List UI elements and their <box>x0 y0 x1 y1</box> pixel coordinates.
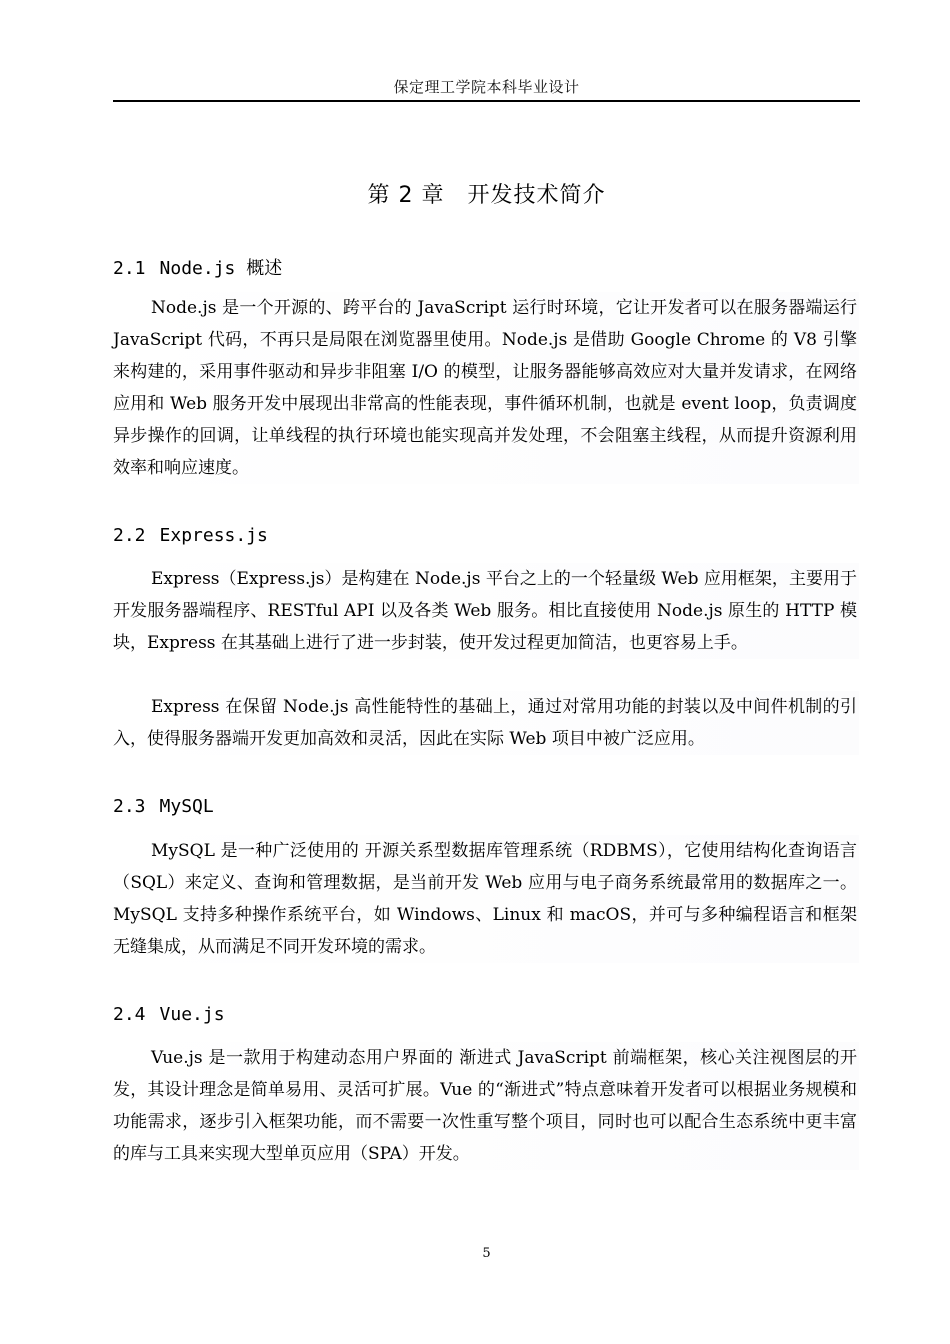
paragraph: Express 在保留 Node.js 高性能特性的基础上，通过对常用功能的封装以及中间件机制的引入，使得服务器端开发更加高效和灵活，因此在实际 Web 项目中被广泛应用。 <box>113 691 859 755</box>
page-number: 5 <box>482 1246 491 1261</box>
section-heading-2-4 <box>113 1004 225 1025</box>
paragraph: Node.js 是一个开源的、跨平台的 JavaScript 运行时环境，它让开发者可以在服务器端运行 JavaScript 代码，不再只是局限在浏览器里使用。Node.js 是借助 Google Chrome 的 V8 引擎来构建的，采用事件驱动和异步非阻塞 I/O 的模型，让服务器能够高效应对大量并发请求，在网络应用和 Web 服务开发中展现出非常高的性能表现，事件循环机制，也就是 event loop，负责调度异步操作的回调，让单线程的执行环境也能实现高并发处理，不会阻塞主线程，从而提升资源利用效率和响应速度。 <box>113 292 859 484</box>
running-header: 保定理工学院本科毕业设计 <box>393 78 580 96</box>
section-title: Node.js 概述 <box>159 258 283 279</box>
header-rule <box>113 100 860 102</box>
section-title: MySQL <box>159 796 214 817</box>
section-title: Vue.js <box>159 1004 225 1025</box>
section-number: 2.4 <box>113 1004 146 1025</box>
paragraph: Vue.js 是一款用于构建动态用户界面的 渐进式 JavaScript 前端框架，核心关注视图层的开发，其设计理念是简单易用、灵活可扩展。Vue 的“渐进式”特点意味着开发者可以根据业务规模和功能需求，逐步引入框架功能，而不需要一次性重写整个项目，同时也可以配合生态系统中更丰富的库与工具来实现大型单页应用（SPA）开发。 <box>113 1042 859 1170</box>
section-heading-2-2 <box>113 525 268 546</box>
section-heading-2-1 <box>113 254 282 280</box>
section-number: 2.1 <box>113 258 146 279</box>
section-number: 2.2 <box>113 525 146 546</box>
section-number: 2.3 <box>113 796 146 817</box>
section-heading-2-3 <box>113 796 214 817</box>
section-title: Express.js <box>159 525 268 546</box>
paragraph: MySQL 是一种广泛使用的 开源关系型数据库管理系统（RDBMS），它使用结构化查询语言（SQL）来定义、查询和管理数据，是当前开发 Web 应用与电子商务系统最常用的数据库之一。MySQL 支持多种操作系统平台，如 Windows、Linux 和 macOS，并可与多种编程语言和框架无缝集成，从而满足不同开发环境的需求。 <box>113 835 859 963</box>
chapter-title: 第 2 章 开发技术简介 <box>367 183 606 208</box>
paragraph: Express（Express.js）是构建在 Node.js 平台之上的一个轻量级 Web 应用框架，主要用于开发服务器端程序、RESTful API 以及各类 Web 服务。相比直接使用 Node.js 原生的 HTTP 模块，Express 在其基础上进行了进一步封装，使开发过程更加简洁，也更容易上手。 <box>113 563 859 659</box>
